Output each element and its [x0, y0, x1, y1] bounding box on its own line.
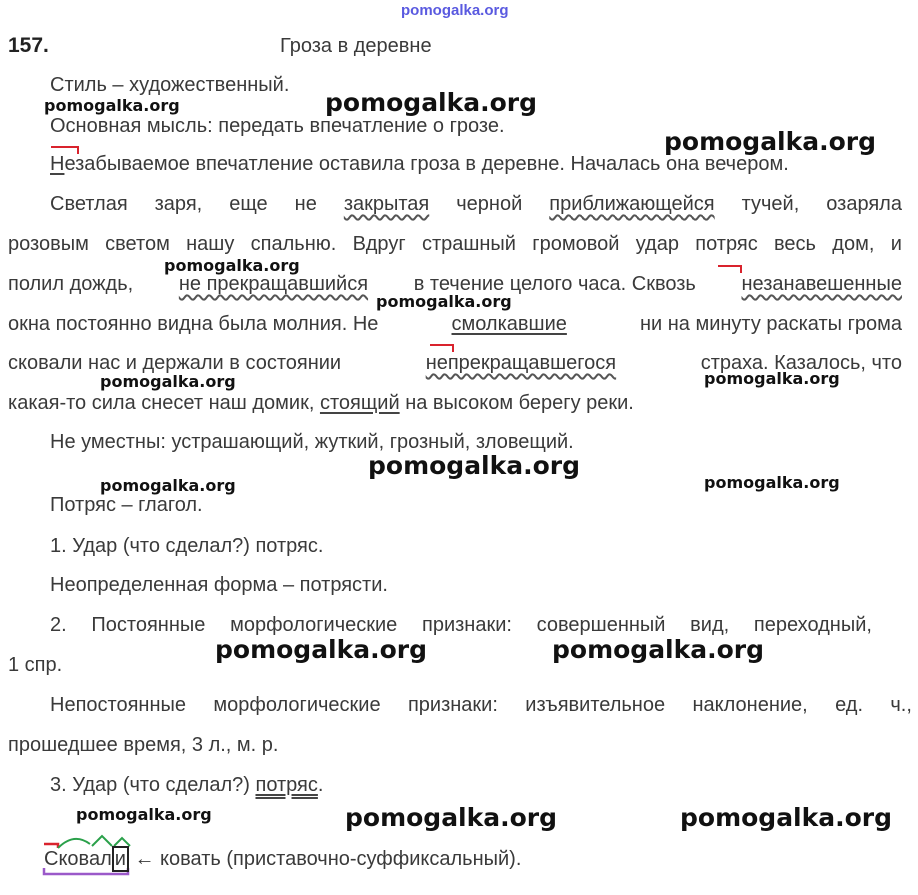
watermark: pomogalka.org	[664, 127, 877, 156]
word: Вдруг	[352, 233, 406, 255]
nonconstant-line-1	[50, 693, 912, 717]
text-run: 3. Удар (что сделал?)	[50, 774, 250, 796]
word: потряс	[695, 233, 758, 255]
word: страшный	[421, 233, 516, 255]
word: признаки:	[422, 614, 512, 636]
word-formation-line	[44, 847, 521, 871]
word: громовой	[532, 233, 620, 255]
word: наклонение,	[692, 694, 808, 716]
word: удар	[635, 233, 679, 255]
exercise-number: 157.	[8, 34, 49, 57]
word: еще	[229, 193, 268, 215]
text-run: окна постоянно видна была молния. Не	[8, 313, 379, 335]
paragraph-2-line-2	[8, 232, 902, 256]
not-fit-line: Не уместны: устрашающий, жуткий, грозный, зловещий.	[50, 431, 574, 453]
watermark: pomogalka.org	[325, 88, 538, 117]
style-line: Стиль – художественный.	[50, 74, 290, 96]
watermark: pomogalka.org	[100, 476, 236, 495]
participle-word: стоящий	[319, 392, 400, 414]
item-2-line-2: 1 спр.	[8, 654, 63, 676]
participle-word: приближающейся	[549, 193, 715, 215]
participle-word: незанавешенные	[741, 273, 902, 295]
word: спальню.	[250, 233, 337, 255]
text-run: страха. Казалось, что	[700, 352, 902, 374]
paragraph-2-line-1	[50, 192, 902, 216]
text-run: полил дождь,	[8, 273, 134, 295]
ending-box: и	[112, 846, 129, 872]
watermark: pomogalka.org	[345, 803, 558, 832]
watermark: pomogalka.org	[215, 635, 428, 664]
word: переходный,	[753, 614, 872, 636]
word: не	[294, 193, 317, 215]
word: ч.,	[890, 694, 912, 716]
page-title: Гроза в деревне	[280, 35, 432, 57]
watermark: pomogalka.org	[100, 372, 236, 391]
watermark: pomogalka.org	[76, 805, 212, 824]
word: дом,	[832, 233, 875, 255]
word: розовым	[8, 233, 89, 255]
watermark: pomogalka.org	[704, 473, 840, 492]
watermark: pomogalka.org	[552, 635, 765, 664]
item-3	[50, 773, 323, 797]
word: 2.	[50, 614, 67, 636]
paragraph-2-line-6	[8, 391, 634, 415]
word: Постоянные	[91, 614, 206, 636]
text-run: в течение целого часа. Сквозь	[413, 273, 696, 295]
word: изъявительное	[525, 694, 666, 716]
paragraph-2-line-4	[8, 312, 902, 336]
item-2-line-1	[50, 613, 872, 637]
watermark: pomogalka.org	[44, 96, 180, 115]
main-idea-line: Основная мысль: передать впечатление о грозе.	[50, 115, 505, 137]
paragraph-1-text: езабываемое впечатление оставила гроза в деревне. Началась она вечером.	[64, 153, 789, 175]
text-run: .	[317, 774, 324, 796]
text-run: на высоком берегу реки.	[405, 392, 634, 414]
word: весь	[774, 233, 816, 255]
word: заря,	[154, 193, 203, 215]
participle-phrase: не прекращавшийся	[178, 273, 369, 295]
paragraph-1	[50, 152, 789, 176]
watermark: pomogalka.org	[680, 803, 893, 832]
word: совершенный	[536, 614, 666, 636]
participle-word: смолкавшие	[451, 313, 567, 335]
word: Непостоянные	[50, 694, 186, 716]
text-run: ← ковать (приставочно-суффиксальный).	[134, 848, 522, 870]
word: озаряла	[826, 193, 902, 215]
paragraph-2-line-3	[8, 272, 902, 296]
suffix-mark	[114, 838, 130, 846]
prefix-letter: Н	[50, 153, 65, 175]
text-run: сковали нас и держали в состоянии	[8, 352, 342, 374]
item-1: 1. Удар (что сделал?) потряс.	[50, 535, 324, 557]
watermark: pomogalka.org	[368, 451, 581, 480]
watermark-top: pomogalka.org	[401, 2, 509, 19]
participle-word: закрытая	[343, 193, 430, 215]
predicate-word: потряс	[255, 774, 318, 796]
paragraph-2-line-5	[8, 351, 902, 375]
participle-word: непрекращавшегося	[425, 352, 617, 374]
word: признаки:	[407, 694, 498, 716]
infinitive-line: Неопределенная форма – потрясти.	[50, 574, 388, 596]
word: вид,	[690, 614, 730, 636]
word: Светлая	[50, 193, 128, 215]
watermark: pomogalka.org	[376, 292, 512, 311]
suffix-mark	[92, 836, 112, 846]
verb-heading: Потряс – глагол.	[50, 494, 203, 516]
word: морфологические	[230, 614, 398, 636]
watermark: pomogalka.org	[164, 256, 300, 275]
nonconstant-line-2: прошедшее время, 3 л., м. р.	[8, 734, 279, 756]
word: и	[890, 233, 902, 255]
word: светом	[105, 233, 170, 255]
derived-word: Сковал	[44, 848, 112, 870]
word: тучей,	[741, 193, 800, 215]
word: черной	[456, 193, 523, 215]
word: нашу	[186, 233, 235, 255]
word: ед.	[835, 694, 864, 716]
text-run: какая-то сила снесет наш домик,	[8, 392, 315, 414]
text-run: ни на минуту раскаты грома	[639, 313, 902, 335]
word: морфологические	[213, 694, 381, 716]
watermark: pomogalka.org	[704, 369, 840, 388]
